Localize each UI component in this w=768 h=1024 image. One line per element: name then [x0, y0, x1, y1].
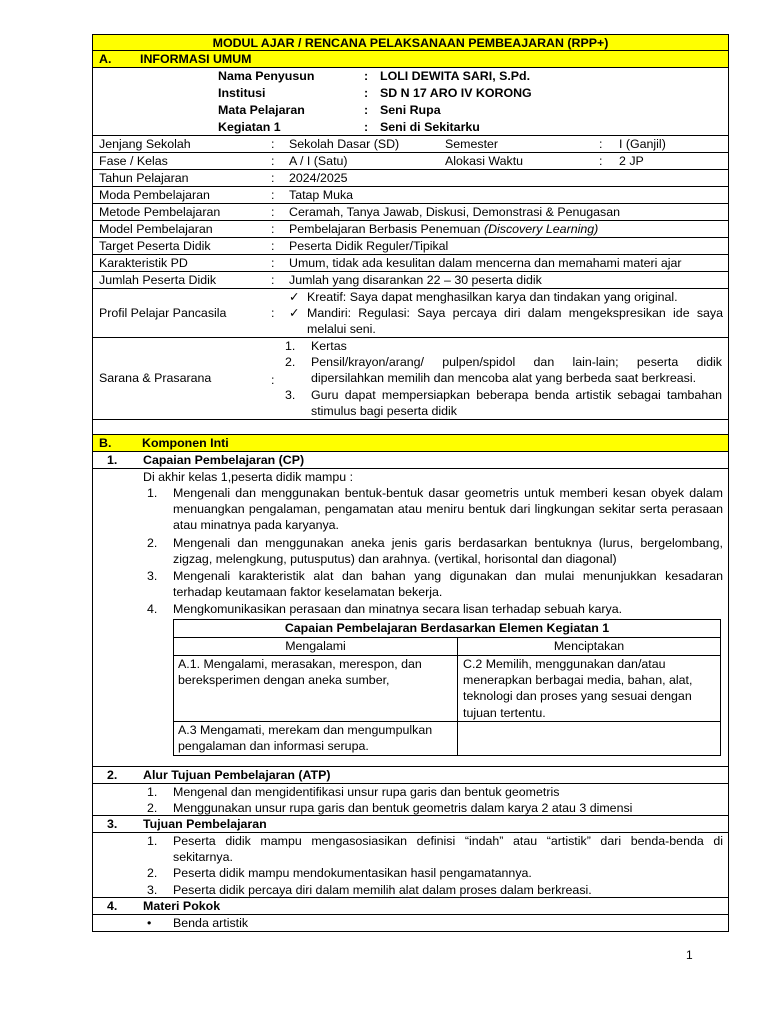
page-number: 1 — [686, 948, 693, 962]
info-label: Fase / Kelas — [99, 154, 168, 168]
info-label: Karakteristik PD — [99, 256, 188, 270]
colon: : — [271, 137, 275, 151]
info-label: Tahun Pelajaran — [99, 171, 189, 185]
info-value: Sekolah Dasar (SD) — [289, 137, 400, 151]
cp-item-text: Mengkomunikasikan perasaan dan minatnya secara lisan terhadap sebuah karya. — [173, 602, 623, 617]
tujuan-header — [92, 816, 729, 833]
materi-item-text: Benda artistik — [173, 916, 249, 930]
sarana-item — [285, 387, 722, 419]
activity-name: Seni di Sekitarku — [380, 120, 480, 134]
item-number: 2. — [147, 866, 158, 881]
cp-item-text: Mengenali dan menggunakan aneka jenis garis berdasarkan bentuknya (lurus, bergelombang, zigzag, melengkung, putusputus) dan arahnya. (vertikal, horisontal dan diagonal) — [173, 535, 723, 566]
item-number: 3. — [147, 882, 158, 897]
info-label: Target Peserta Didik — [99, 239, 211, 253]
info-row-metode — [92, 204, 729, 221]
info-value — [289, 221, 598, 237]
sarana-row — [92, 338, 729, 420]
colon: : — [271, 171, 275, 185]
info-row-jenjang — [92, 136, 729, 153]
document-title — [92, 34, 729, 51]
cp-number: 1. — [107, 453, 118, 467]
item-number: 2. — [285, 355, 296, 370]
info-row-jumlah — [92, 272, 729, 289]
colon: : — [599, 154, 603, 168]
item-number: 1. — [285, 339, 296, 353]
info-label: Metode Pembelajaran — [99, 205, 221, 219]
header-mengalami: Mengalami — [285, 639, 346, 653]
item-number: 1. — [147, 486, 158, 500]
atp-body — [92, 784, 729, 816]
elements-table-row — [174, 722, 720, 755]
info-label: Alokasi Waktu — [445, 154, 524, 168]
info-value: Jumlah yang disarankan 22 – 30 peserta didik — [289, 273, 542, 287]
profil-item-text: Kreatif: Saya dapat menghasilkan karya dan tindakan yang original. — [307, 290, 678, 304]
info-value: Peserta Didik Reguler/Tipikal — [289, 239, 449, 253]
info-label: Jenjang Sekolah — [99, 137, 191, 151]
section-b-letter: B. — [99, 436, 112, 450]
item-number: 1. — [147, 834, 158, 848]
subject-name: Seni Rupa — [380, 103, 441, 117]
section-a-header — [92, 51, 729, 68]
tujuan-title: Tujuan Pembelajaran — [143, 817, 267, 831]
cp-body — [92, 469, 729, 767]
tujuan-item-text: Peserta didik mampu mendokumentasikan hasil pengamatannya. — [173, 866, 532, 881]
info-value: 2 JP — [619, 154, 644, 168]
tujuan-body — [92, 833, 729, 898]
profil-item — [289, 289, 723, 305]
subject-label: Mata Pelajaran — [218, 103, 305, 117]
cp-item — [147, 568, 723, 600]
info-value: 2024/2025 — [289, 171, 348, 185]
tujuan-item-text: Peserta didik mampu mengasosiasikan definisi “indah” atau “artistik” dari benda-benda di sekitarnya. — [173, 834, 723, 865]
cp-intro: Di akhir kelas 1,peserta didik mampu : — [143, 470, 354, 484]
author-info-colons — [364, 68, 368, 136]
info-row-model — [92, 221, 729, 238]
cp-list — [147, 485, 723, 618]
item-number: 4. — [147, 602, 158, 617]
atp-list — [147, 784, 723, 816]
profil-label: Profil Pelajar Pancasila — [99, 306, 227, 320]
info-value: Tatap Muka — [289, 188, 354, 202]
section-b-label: Komponen Inti — [142, 436, 229, 450]
elements-table-header — [174, 638, 720, 656]
tujuan-item-text: Peserta didik percaya diri dalam memilih alat dalam proses dalam berkreasi. — [173, 882, 592, 897]
check-icon: ✓ — [289, 290, 300, 304]
info-row-karakteristik — [92, 255, 729, 272]
activity-label: Kegiatan 1 — [218, 120, 281, 134]
colon: : — [271, 205, 275, 219]
tujuan-list — [147, 833, 723, 898]
colon: : — [364, 103, 369, 117]
colon: : — [271, 222, 275, 236]
profil-item-text: Mandiri: Regulasi: Saya percaya diri dalam mengekspresikan ide saya melalui seni. — [307, 306, 723, 337]
info-label: Moda Pembelajaran — [99, 188, 210, 202]
cp-item-text: Mengenali dan menggunakan bentuk-bentuk dasar geometris untuk memberi kesan obyek dalam menuangkan pengalaman, pengamatan atau meniru bentuk dari lingkungan sekitar serta perasaan atau minatnya pada karyanya. — [173, 486, 723, 533]
profil-item — [289, 305, 723, 337]
info-row-target — [92, 238, 729, 255]
author-info-labels — [218, 68, 314, 136]
title-text: MODUL AJAR / RENCANA PELAKSANAAN PEMBEAJARAN (RPP+) — [212, 36, 609, 50]
tujuan-number: 3. — [107, 817, 118, 831]
section-b-header — [92, 435, 729, 452]
bullet-icon: • — [147, 916, 152, 930]
colon: : — [271, 273, 275, 287]
info-value: Ceramah, Tanya Jawab, Diskusi, Demonstrasi & Penugasan — [289, 205, 621, 219]
tujuan-item — [147, 882, 723, 898]
atp-number: 2. — [107, 768, 118, 782]
colon: : — [271, 306, 275, 320]
materi-body — [92, 915, 729, 932]
colon: : — [364, 69, 369, 83]
info-row-fase — [92, 153, 729, 170]
tujuan-item — [147, 865, 723, 881]
atp-item — [147, 784, 723, 800]
cp-title: Capaian Pembelajaran (CP) — [143, 453, 305, 467]
colon: : — [271, 188, 275, 202]
profil-row — [92, 289, 729, 338]
info-value: Umum, tidak ada kesulitan dalam mencerna dan memahami materi ajar — [289, 256, 682, 270]
colon: : — [271, 154, 275, 168]
sarana-item — [285, 354, 722, 386]
elements-table-title: Capaian Pembelajaran Berdasarkan Elemen Kegiatan 1 — [174, 620, 720, 638]
tujuan-item — [147, 833, 723, 865]
colon: : — [271, 373, 275, 387]
atp-item-text: Mengenal dan mengidentifikasi unsur rupa garis dan bentuk geometris — [173, 785, 560, 799]
table-cell: A.3 Mengamati, merekam dan mengumpulkan pengalaman dan informasi serupa. — [178, 723, 433, 754]
table-cell — [457, 722, 720, 755]
materi-header — [92, 898, 729, 915]
item-number: 1. — [147, 785, 158, 799]
model-italic-text: (Discovery Learning) — [483, 222, 599, 236]
atp-item — [147, 800, 723, 816]
sarana-list — [285, 338, 722, 419]
materi-title: Materi Pokok — [143, 899, 221, 913]
elements-table-row — [174, 656, 720, 722]
info-value: A / I (Satu) — [289, 154, 348, 168]
cp-item — [147, 485, 723, 534]
colon: : — [599, 137, 603, 151]
table-cell: C.2 Memilih, menggunakan dan/atau menerapkan berbagai media, bahan, alat, teknologi dan proses yang sesuai dengan tujuan tertentu. — [457, 656, 720, 721]
cp-item-text: Mengenali karakteristik alat dan bahan yang digunakan dan mulai menunjukkan kesadaran terhadap keutamaan faktor keselamatan bekerja. — [173, 569, 723, 600]
atp-item-text: Menggunakan unsur rupa garis dan bentuk geometris dalam karya 2 atau 3 dimensi — [173, 801, 633, 816]
section-a-letter: A. — [99, 52, 112, 66]
info-row-moda — [92, 187, 729, 204]
info-label: Jumlah Peserta Didik — [99, 273, 217, 287]
institution-name: SD N 17 ARO IV KORONG — [380, 86, 532, 100]
cp-item — [147, 535, 723, 567]
materi-number: 4. — [107, 899, 118, 913]
table-cell: A.1. Mengalami, merasakan, merespon, dan bereksperimen dengan aneka sumber, — [178, 657, 422, 688]
header-menciptakan: Menciptakan — [457, 638, 720, 655]
colon: : — [271, 256, 275, 270]
institution-label: Institusi — [218, 86, 266, 100]
sarana-item-text: Kertas — [311, 339, 347, 353]
section-a-label: INFORMASI UMUM — [140, 52, 252, 66]
info-label: Model Pembelajaran — [99, 222, 213, 236]
cp-header — [92, 452, 729, 469]
atp-header — [92, 767, 729, 784]
info-value: I (Ganjil) — [619, 137, 666, 151]
profil-list — [289, 289, 723, 338]
author-info-block — [92, 68, 729, 136]
sarana-item-text: Guru dapat mempersiapkan beberapa benda artistik sebagai tambahan stimulus bagi peserta didik — [311, 387, 722, 418]
check-icon: ✓ — [289, 306, 300, 321]
elements-table — [173, 619, 721, 756]
author-label: Nama Penyusun — [218, 69, 315, 83]
item-number: 2. — [147, 535, 158, 550]
sarana-item-text: Pensil/krayon/arang/ pulpen/spidol dan lain-lain; peserta didik dipersilahkan memilih dan mencoba alat yang berbeda saat berkreasi. — [311, 355, 722, 386]
author-info-values — [380, 68, 532, 136]
sarana-item — [285, 338, 722, 354]
cp-item — [147, 601, 723, 617]
item-number: 3. — [147, 569, 158, 584]
atp-title: Alur Tujuan Pembelajaran (ATP) — [143, 768, 331, 782]
spacer-row — [92, 420, 729, 435]
sarana-label: Sarana & Prasarana — [99, 371, 212, 385]
colon: : — [364, 120, 369, 134]
colon: : — [271, 239, 275, 253]
author-name: LOLI DEWITA SARI, S.Pd. — [380, 69, 531, 83]
rpp-document — [92, 34, 729, 932]
colon: : — [364, 86, 369, 100]
model-text: Pembelajaran Berbasis Penemuan — [289, 222, 484, 236]
item-number: 3. — [285, 387, 296, 402]
item-number: 2. — [147, 801, 158, 816]
info-row-tahun — [92, 170, 729, 187]
info-label: Semester — [445, 137, 499, 151]
